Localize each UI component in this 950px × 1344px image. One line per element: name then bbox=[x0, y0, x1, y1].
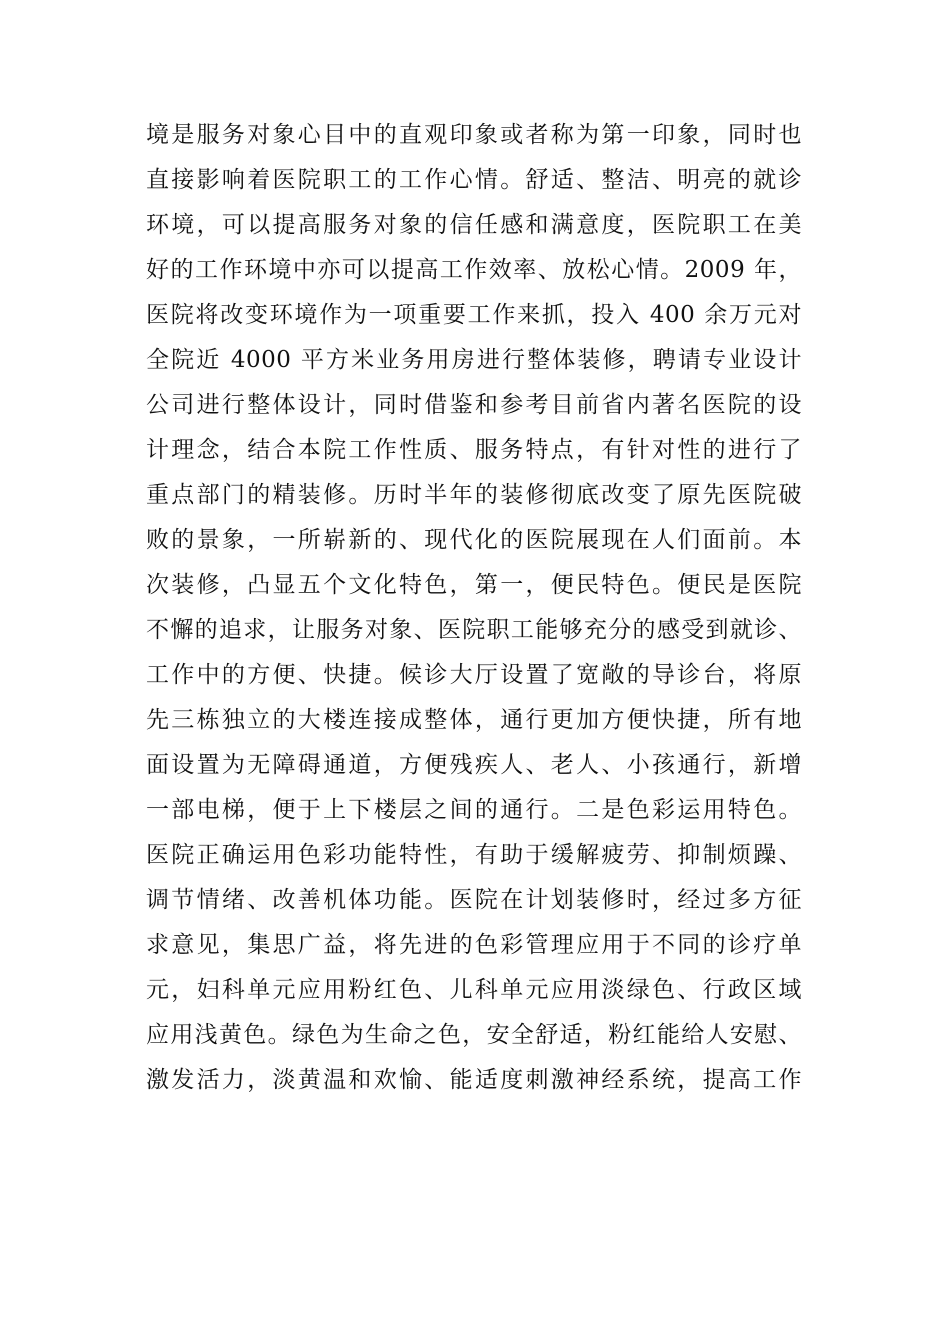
text-line: 全院近 4000 平方米业务用房进行整体装修，聘请专业设计 bbox=[146, 347, 802, 373]
text-line: 元，妇科单元应用粉红色、儿科单元应用淡绿色、行政区域 bbox=[146, 977, 802, 1003]
text-line: 直接影响着医院职工的工作心情。舒适、整洁、明亮的就诊 bbox=[146, 167, 802, 193]
text-line: 激发活力，淡黄温和欢愉、能适度刺激神经系统，提高工作 bbox=[146, 1067, 802, 1093]
text-line: 败的景象，一所崭新的、现代化的医院展现在人们面前。本 bbox=[146, 527, 802, 553]
text-line: 先三栋独立的大楼连接成整体，通行更加方便快捷，所有地 bbox=[146, 707, 802, 733]
text-line: 求意见，集思广益，将先进的色彩管理应用于不同的诊疗单 bbox=[146, 932, 802, 958]
text-line: 医院正确运用色彩功能特性，有助于缓解疲劳、抑制烦躁、 bbox=[146, 842, 802, 868]
text-line: 公司进行整体设计，同时借鉴和参考目前省内著名医院的设 bbox=[146, 392, 802, 418]
text-line: 不懈的追求，让服务对象、医院职工能够充分的感受到就诊、 bbox=[146, 617, 802, 643]
text-line: 好的工作环境中亦可以提高工作效率、放松心情。2009 年， bbox=[146, 257, 802, 283]
text-line: 面设置为无障碍通道，方便残疾人、老人、小孩通行，新增 bbox=[146, 752, 802, 778]
text-line: 一部电梯，便于上下楼层之间的通行。二是色彩运用特色。 bbox=[146, 797, 802, 823]
text-line: 医院将改变环境作为一项重要工作来抓，投入 400 余万元对 bbox=[146, 302, 802, 328]
text-line: 环境，可以提高服务对象的信任感和满意度，医院职工在美 bbox=[146, 212, 802, 238]
text-line: 应用浅黄色。绿色为生命之色，安全舒适，粉红能给人安慰、 bbox=[146, 1022, 802, 1048]
text-line: 重点部门的精装修。历时半年的装修彻底改变了原先医院破 bbox=[146, 482, 802, 508]
text-line: 计理念，结合本院工作性质、服务特点，有针对性的进行了 bbox=[146, 437, 802, 463]
text-line: 次装修，凸显五个文化特色，第一，便民特色。便民是医院 bbox=[146, 572, 802, 598]
body-paragraph bbox=[146, 113, 802, 1103]
text-line: 调节情绪、改善机体功能。医院在计划装修时，经过多方征 bbox=[146, 887, 802, 913]
text-line: 工作中的方便、快捷。候诊大厅设置了宽敞的导诊台，将原 bbox=[146, 662, 802, 688]
text-line: 境是服务对象心目中的直观印象或者称为第一印象，同时也 bbox=[146, 122, 802, 148]
